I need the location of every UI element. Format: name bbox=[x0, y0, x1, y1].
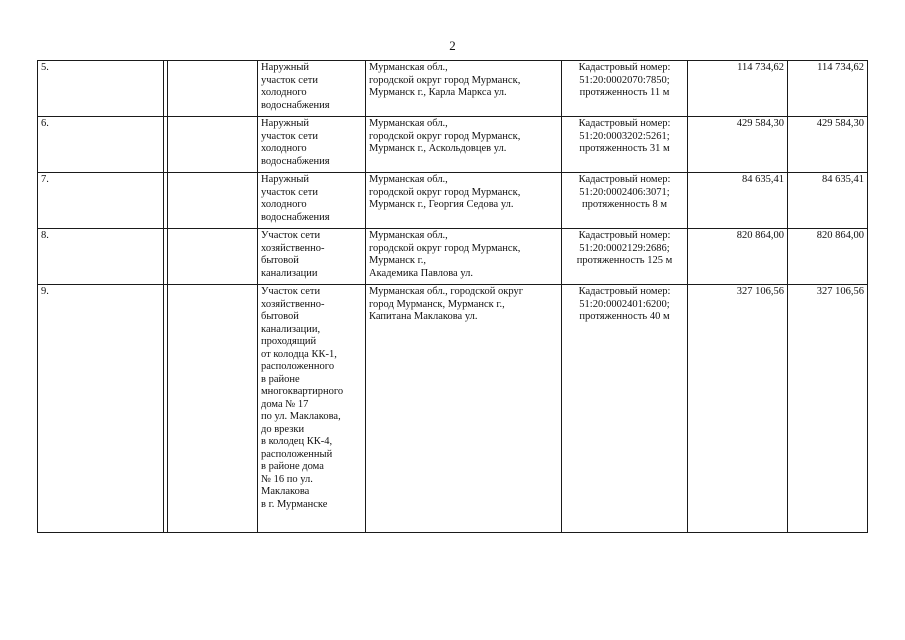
cadastral-info: Кадастровый номер: 51:20:0002401:6200; протяженность 40 м bbox=[562, 285, 688, 533]
table-row bbox=[38, 117, 868, 173]
empty-cell bbox=[168, 117, 258, 173]
object-address: Мурманская обл., городской округ город Мурманск, Мурманск г., Карла Маркса ул. bbox=[366, 61, 562, 117]
balance-value: 84 635,41 bbox=[688, 173, 788, 229]
empty-cell bbox=[168, 229, 258, 285]
object-name: Наружный участок сети холодного водоснабжения bbox=[258, 61, 366, 117]
row-number: 7. bbox=[38, 173, 164, 229]
cadastral-info: Кадастровый номер: 51:20:0002129:2686; протяженность 125 м bbox=[562, 229, 688, 285]
empty-cell bbox=[168, 173, 258, 229]
object-address: Мурманская обл., городской округ город Мурманск, Мурманск г., Аскольдовцев ул. bbox=[366, 117, 562, 173]
empty-cell bbox=[168, 61, 258, 117]
residual-value: 327 106,56 bbox=[788, 285, 868, 533]
cadastral-info: Кадастровый номер: 51:20:0002406:3071; протяженность 8 м bbox=[562, 173, 688, 229]
object-address: Мурманская обл., городской округ город Мурманск, Мурманск г., Георгия Седова ул. bbox=[366, 173, 562, 229]
object-name: Участок сети хозяйственно- бытовой канализации bbox=[258, 229, 366, 285]
page-number: 2 bbox=[449, 38, 456, 53]
row-number: 9. bbox=[38, 285, 164, 533]
table-row bbox=[38, 173, 868, 229]
balance-value: 429 584,30 bbox=[688, 117, 788, 173]
balance-value: 114 734,62 bbox=[688, 61, 788, 117]
row-number: 6. bbox=[38, 117, 164, 173]
residual-value: 114 734,62 bbox=[788, 61, 868, 117]
object-name: Участок сети хозяйственно- бытовой канализации, проходящий от колодца КК-1, расположенного в районе многоквартирного дома № 17 по ул. Маклакова, до врезки в колодец КК-4, расположенный в районе дома № 16 по ул. Маклакова в г. Мурманске bbox=[258, 285, 366, 533]
row-number: 8. bbox=[38, 229, 164, 285]
balance-value: 327 106,56 bbox=[688, 285, 788, 533]
object-address: Мурманская обл., городской округ город Мурманск, Мурманск г., Академика Павлова ул. bbox=[366, 229, 562, 285]
empty-cell bbox=[168, 285, 258, 533]
residual-value: 429 584,30 bbox=[788, 117, 868, 173]
balance-value: 820 864,00 bbox=[688, 229, 788, 285]
table-row bbox=[38, 229, 868, 285]
property-table bbox=[37, 60, 868, 533]
object-name: Наружный участок сети холодного водоснабжения bbox=[258, 117, 366, 173]
residual-value: 84 635,41 bbox=[788, 173, 868, 229]
table-row bbox=[38, 61, 868, 117]
object-name: Наружный участок сети холодного водоснабжения bbox=[258, 173, 366, 229]
row-number: 5. bbox=[38, 61, 164, 117]
residual-value: 820 864,00 bbox=[788, 229, 868, 285]
cadastral-info: Кадастровый номер: 51:20:0002070:7850; протяженность 11 м bbox=[562, 61, 688, 117]
cadastral-info: Кадастровый номер: 51:20:0003202:5261; протяженность 31 м bbox=[562, 117, 688, 173]
object-address: Мурманская обл., городской округ город Мурманск, Мурманск г., Капитана Маклакова ул. bbox=[366, 285, 562, 533]
table-row bbox=[38, 285, 868, 533]
